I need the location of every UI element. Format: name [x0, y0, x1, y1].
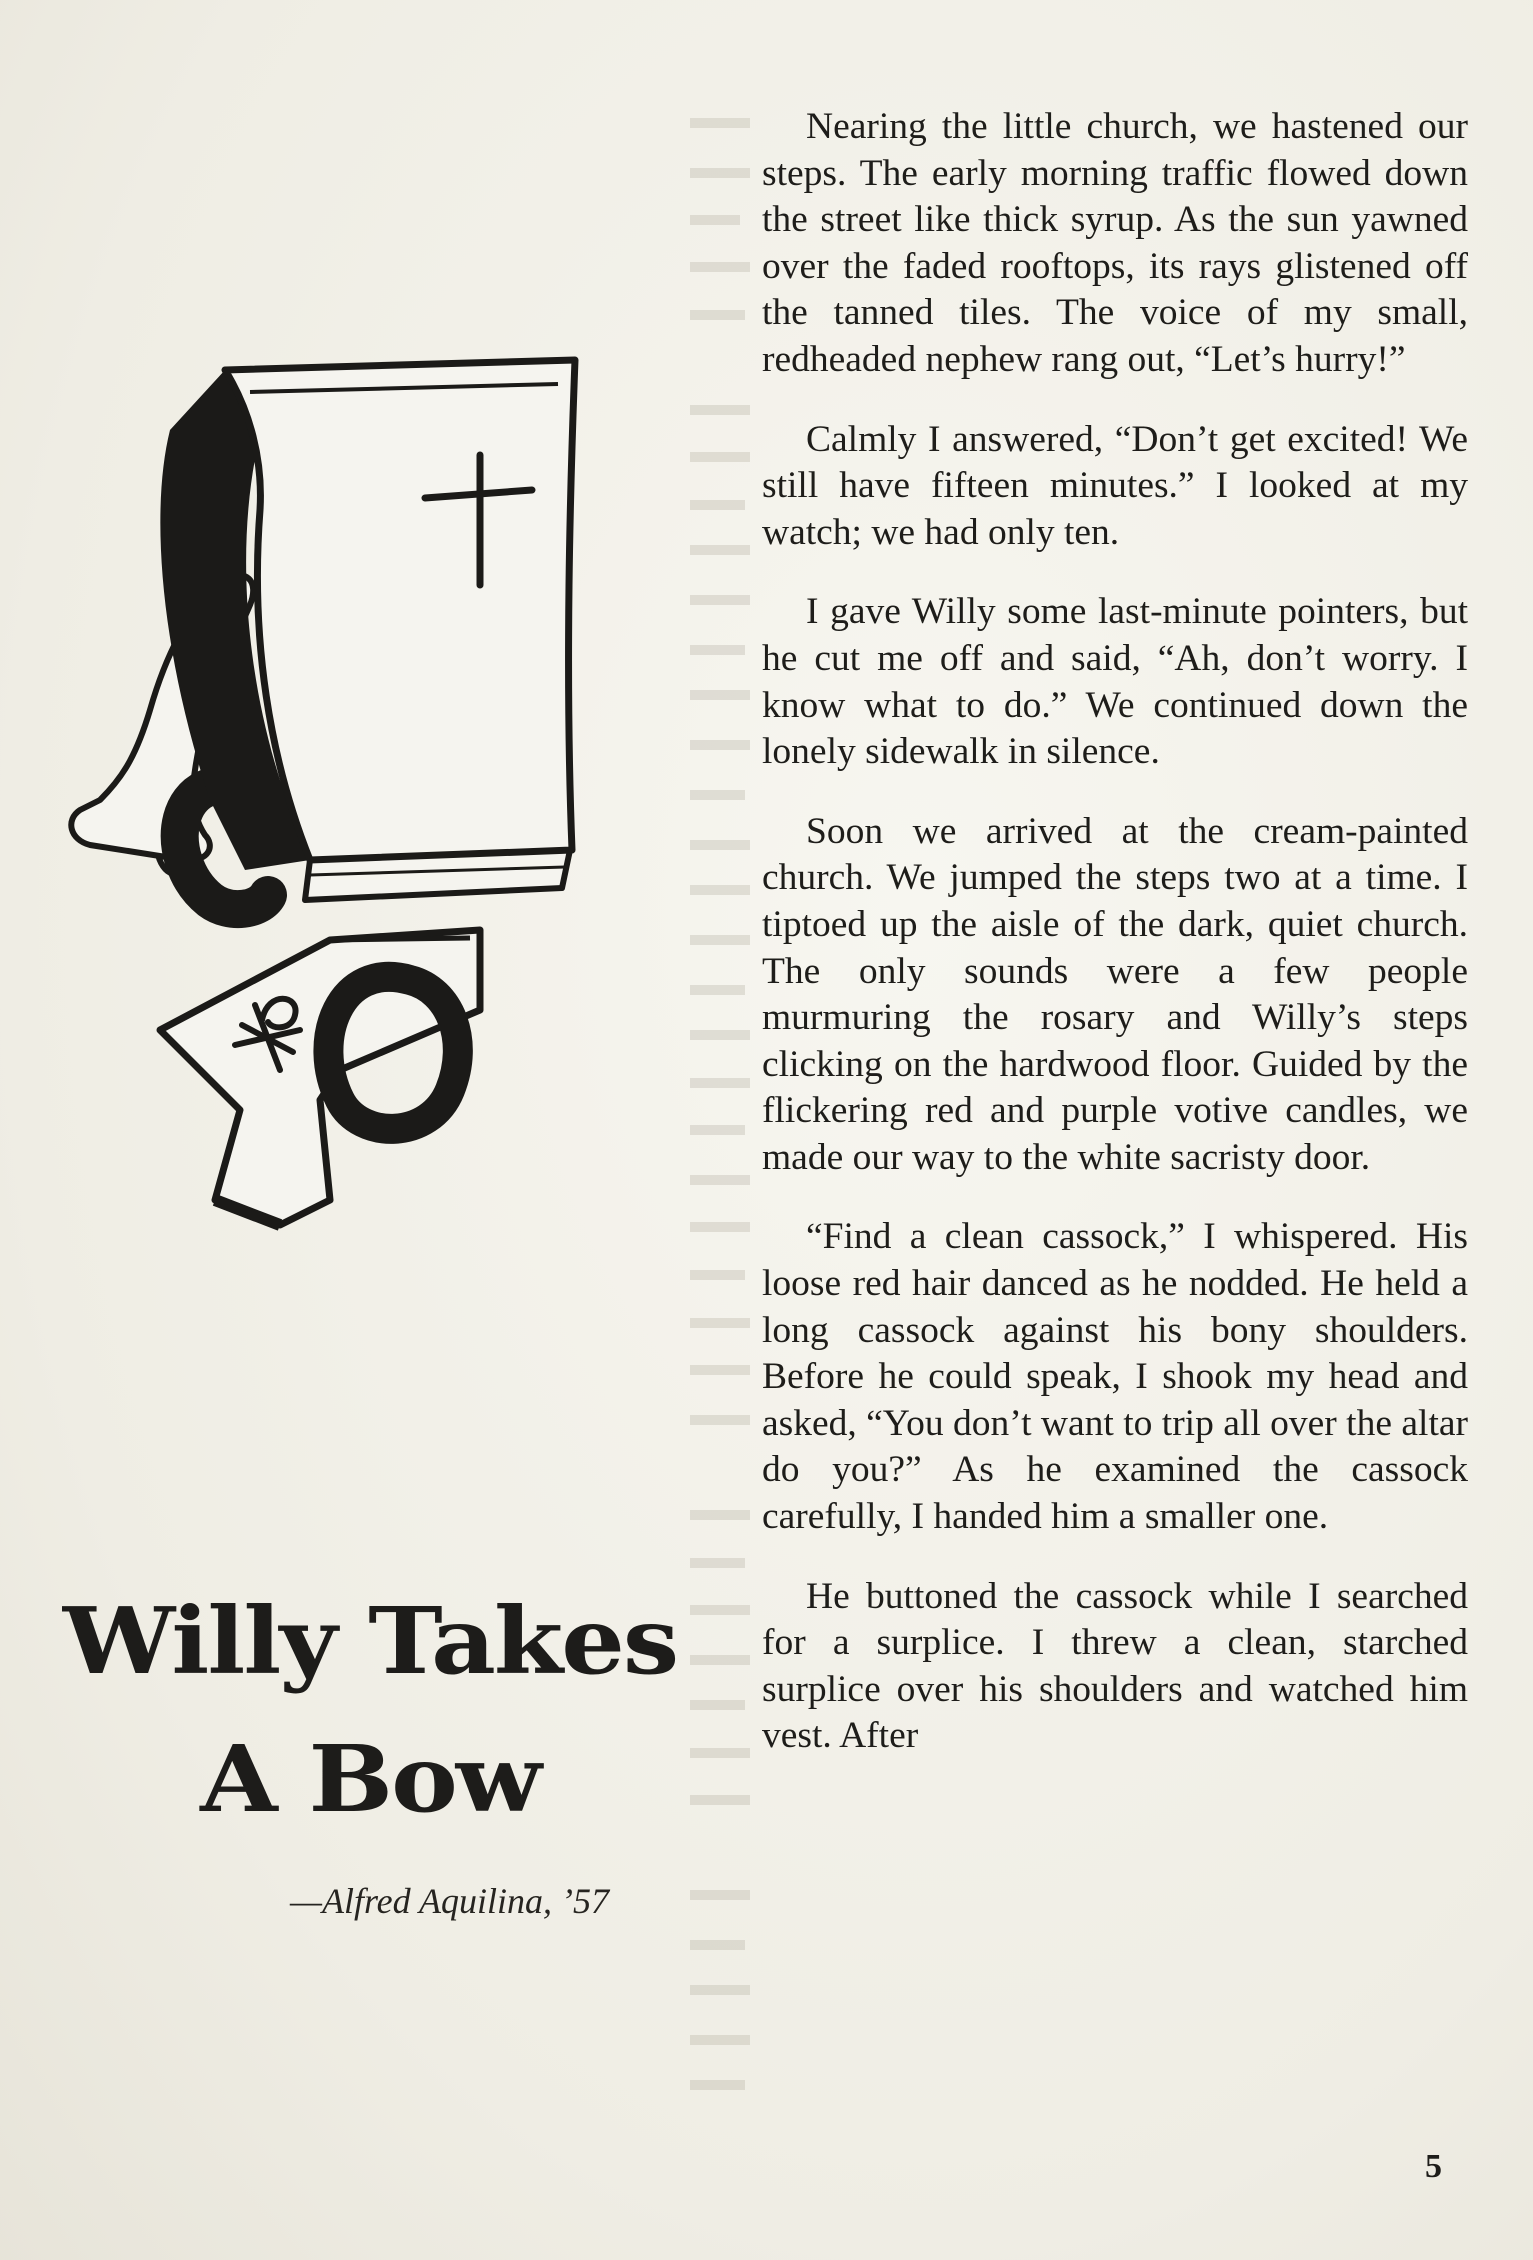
- missal-book-icon: [160, 360, 575, 900]
- author-byline: —Alfred Aquilina, ’57: [290, 1881, 609, 1921]
- story-title: [20, 1572, 720, 1848]
- paragraph: I gave Willy some last-minute pointers, but he cut me off and said, “Ah, don’t worry. I know what to do.” We continued down the lonely sidewalk in silence.: [762, 591, 1468, 773]
- paragraph: Nearing the little church, we hastened our steps. The early morning traffic flowed down the street like thick syrup. As the sun yawned over the faded rooftops, its rays glistened off the tanned tiles. The voice of my small, redheaded nephew rang out, “Let’s hurry!”: [762, 106, 1468, 380]
- title-line-2: A Bow: [200, 1724, 540, 1834]
- paragraph: He buttoned the cassock while I searched for a surplice. I threw a clean, starched surplice over his shoulders and watched him vest. After: [762, 1575, 1468, 1757]
- page-number: 5: [1425, 2148, 1442, 2185]
- paragraph: Calmly I answered, “Don’t get excited! We still have fifteen minutes.” I looked at my watch; we had only ten.: [762, 418, 1468, 553]
- missal-bell-stole-icon: [10, 340, 730, 1260]
- title-line-1: Willy Takes: [62, 1586, 678, 1696]
- paragraph: Soon we arrived at the cream-painted church. We jumped the steps two at a time. I tiptoed up the aisle of the dark, quiet church. The only sounds were a few people murmuring the rosary and Willy’s steps clicking on the hardwood floor. Guided by the flickering red and purple votive candles, we made our way to the white sacristy door.: [762, 810, 1468, 1178]
- paragraph: “Find a clean cassock,” I whispered. His loose red hair danced as he nodded. He held a long cassock against his bony shoulders. Before he could speak, I shook my head and asked, “You don’t want to trip all over the altar do you?” As he examined the cassock carefully, I handed him a smaller one.: [762, 1216, 1468, 1538]
- story-column: [762, 104, 1468, 1760]
